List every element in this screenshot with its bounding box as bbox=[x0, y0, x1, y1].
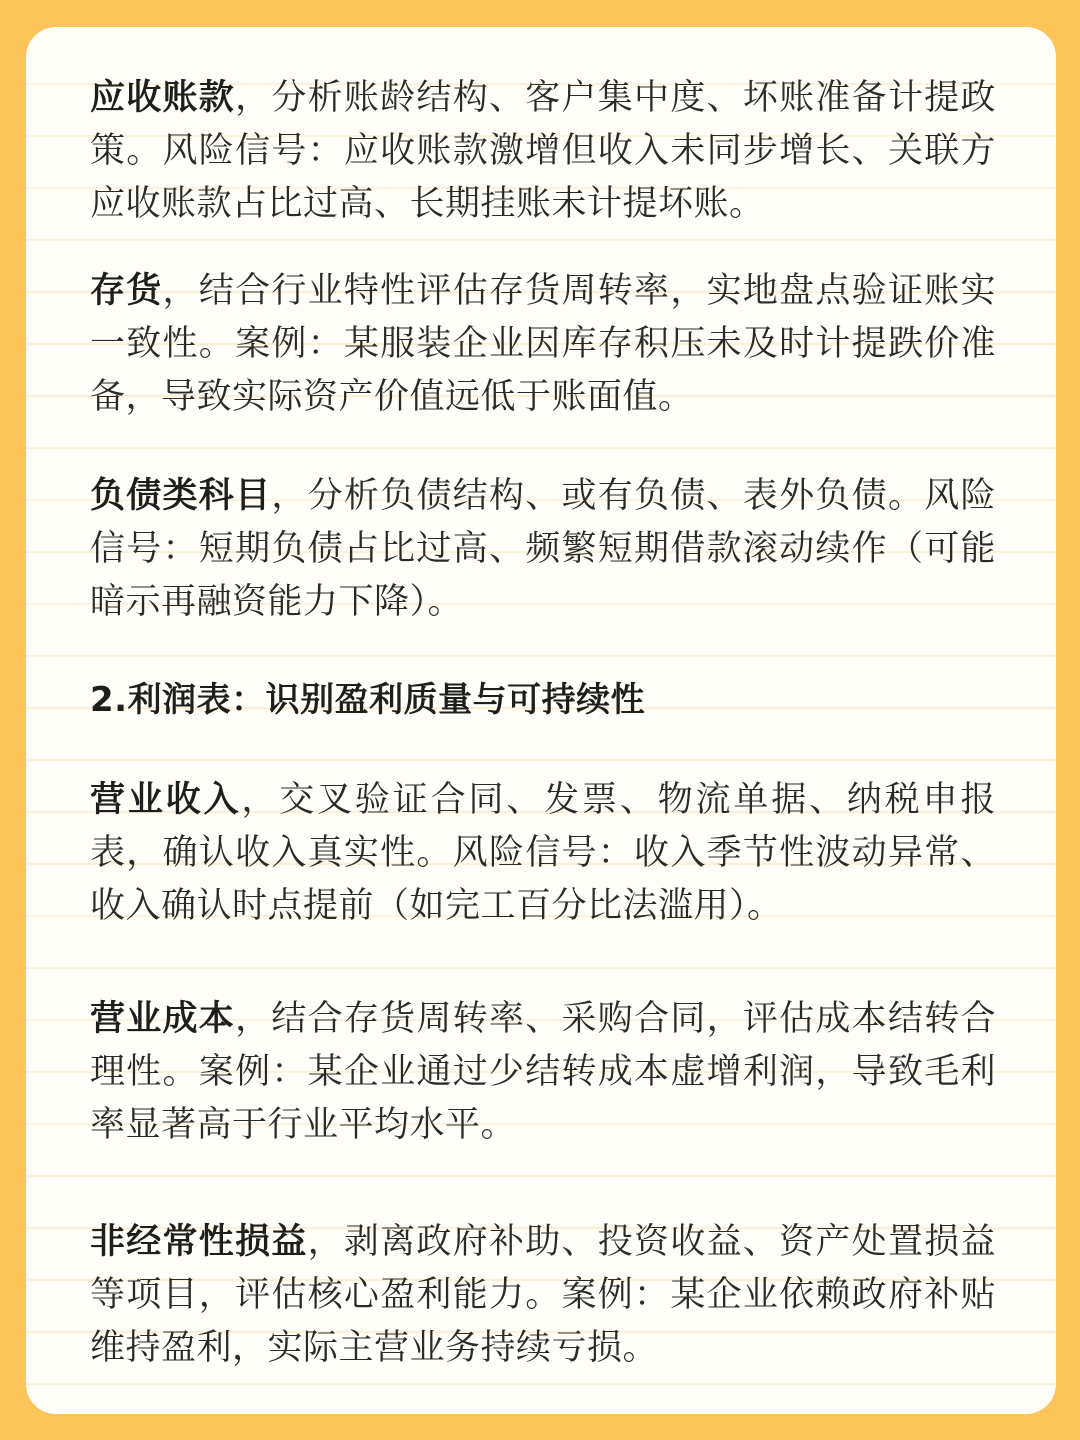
body-cost: ，结合存货周转率、采购合同，评估成本结转合理性。案例：某企业通过少结转成本虚增利润，导致毛利率显著高于行业平均水平。 bbox=[90, 999, 996, 1145]
note-card bbox=[26, 27, 1056, 1414]
term-non-recurring: 非经常性损益 bbox=[90, 1222, 308, 1262]
paragraph-non-recurring bbox=[90, 1216, 996, 1375]
paragraph-inventory bbox=[90, 265, 996, 424]
paragraph-cost bbox=[90, 993, 996, 1152]
body-liabilities: ，分析负债结构、或有负债、表外负债。风险信号：短期负债占比过高、频繁短期借款滚动续作（可能暗示再融资能力下降）。 bbox=[90, 476, 996, 622]
paragraph-receivables bbox=[90, 72, 996, 231]
paragraph-liabilities bbox=[90, 470, 996, 629]
term-receivables: 应收账款 bbox=[90, 78, 236, 118]
term-inventory: 存货 bbox=[90, 271, 163, 311]
term-cost: 营业成本 bbox=[90, 999, 236, 1039]
body-receivables: ，分析账龄结构、客户集中度、坏账准备计提政策。风险信号：应收账款激增但收入未同步增长、关联方应收账款占比过高、长期挂账未计提坏账。 bbox=[90, 78, 996, 224]
term-revenue: 营业收入 bbox=[90, 780, 242, 820]
body-non-recurring: ，剥离政府补助、投资收益、资产处置损益等项目，评估核心盈利能力。案例：某企业依赖政府补贴维持盈利，实际主营业务持续亏损。 bbox=[90, 1222, 996, 1368]
body-revenue: ，交叉验证合同、发票、物流单据、纳税申报表，确认收入真实性。风险信号：收入季节性波动异常、收入确认时点提前（如完工百分比法滥用）。 bbox=[90, 780, 996, 926]
income-statement-heading: 2.利润表：识别盈利质量与可持续性 bbox=[90, 680, 646, 720]
term-liabilities: 负债类科目 bbox=[90, 476, 272, 516]
body-inventory: ，结合行业特性评估存货周转率，实地盘点验证账实一致性。案例：某服装企业因库存积压未及时计提跌价准备，导致实际资产价值远低于账面值。 bbox=[90, 271, 996, 417]
paragraph-revenue bbox=[90, 774, 996, 933]
